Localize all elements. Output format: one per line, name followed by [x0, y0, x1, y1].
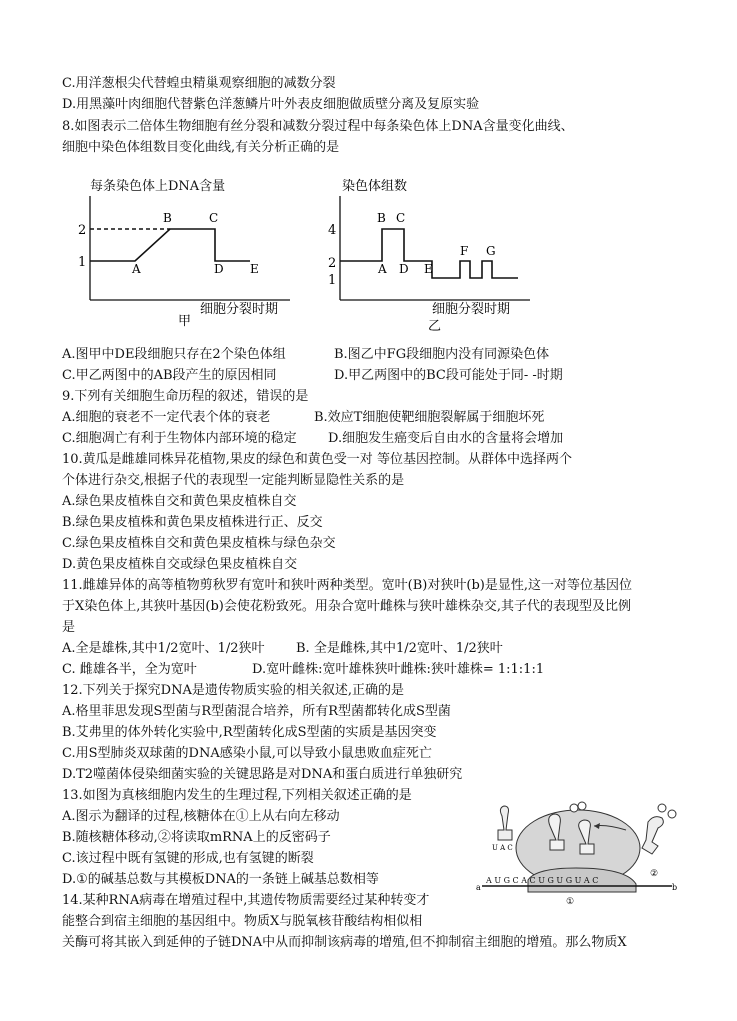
jia-xlabel: 细胞分裂时期: [200, 302, 279, 317]
jia-point-e: E: [250, 262, 259, 276]
amino-acid-chain-1: [668, 810, 676, 818]
q11-stem-line3: 是: [62, 620, 76, 635]
yi-ytick-2: 2: [328, 256, 337, 271]
translation-figure: [476, 800, 682, 912]
q12-option-a: A.格里菲思发现S型菌与R型菌混合培养，所有R型菌都转化成S型菌: [62, 704, 451, 719]
jia-point-a: A: [132, 262, 141, 276]
trna-left: [498, 806, 512, 840]
q8-stem-line2: 细胞中染色体组数目变化曲线,有关分析正确的是: [62, 140, 340, 155]
yi-point-b: B: [377, 211, 386, 225]
jia-ylabel: 每条染色体上DNA含量: [90, 179, 226, 194]
q11-option-c: C. 雌雄各半，全为宽叶: [62, 662, 197, 677]
label-b: b: [672, 883, 678, 892]
yi-ytick-4: 4: [328, 223, 337, 238]
yi-xlabel: 细胞分裂时期: [432, 302, 511, 317]
jia-curve: [90, 229, 250, 261]
q13-stem: 13.如图为真核细胞内发生的生理过程,下列相关叙述正确的是: [62, 788, 412, 803]
q14-stem-line3: 关酶可将其嵌入到延伸的子链DNA中从而抑制该病毒的增殖,但不抑制宿主细胞的增殖。那么物质X: [62, 935, 627, 950]
figure-yi-chart: [320, 170, 555, 335]
mrna-sequence: A U G C A C U G U G U A C: [486, 876, 599, 885]
q14-stem-line2: 能整合到宿主细胞的基因组中。物质X与脱氧核苷酸结构相似相: [62, 914, 423, 929]
q9-option-a: A.细胞的衰老不一定代表个体的衰老: [62, 410, 271, 425]
q11-option-a: A.全是雄株,其中1/2宽叶、1/2狭叶: [62, 641, 265, 656]
yi-point-f: F: [460, 244, 469, 258]
q13-option-d: D.①的碱基总数与其模板DNA的一条链上碱基总数相等: [62, 872, 379, 887]
jia-caption: 甲: [178, 314, 192, 329]
label-a: a: [476, 883, 481, 892]
q10-option-a: A.绿色果皮植株自交和黄色果皮植株自交: [62, 494, 297, 509]
q13-option-b: B.随核糖体移动,②将读取mRNA上的反密码子: [62, 830, 331, 845]
q10-option-c: C.绿色果皮植株自交和黄色果皮植株与绿色杂交: [62, 536, 336, 551]
q8-option-c: C.甲乙两图中的AB段产生的原因相同: [62, 368, 277, 383]
q8-option-a: A.图甲中DE段细胞只存在2个染色体组: [62, 347, 286, 362]
amino-acid-chain-3: [570, 804, 578, 812]
q11-option-d: D.宽叶雌株:宽叶雄株狭叶雌株:狭叶雄株= 1:1:1:1: [252, 662, 545, 677]
q11-stem-line2: 于X染色体上,其狭叶基因(b)会使花粉致死。用杂合宽叶雌株与狭叶雄株杂交,其子代的表现型及比例: [62, 599, 631, 614]
yi-caption: 乙: [428, 319, 442, 334]
q12-option-b: B.艾弗里的体外转化实验中,R型菌转化成S型菌的实质是基因突变: [62, 725, 437, 740]
q12-option-d: D.T2噬菌体侵染细菌实验的关键思路是对DNA和蛋白质进行单独研究: [62, 767, 463, 782]
q9-option-c: C.细胞凋亡有利于生物体内部环境的稳定: [62, 431, 297, 446]
option-c-line: C.用洋葱根尖代替蝗虫精巢观察细胞的减数分裂: [62, 76, 336, 91]
jia-point-d: D: [214, 262, 224, 276]
q14-stem-line1: 14.某种RNA病毒在增殖过程中,其遗传物质需要经过某种转变才: [62, 893, 430, 908]
q13-option-a: A.图示为翻译的过程,核糖体在①上从右向左移动: [62, 809, 340, 824]
yi-point-d: D: [399, 262, 409, 276]
jia-point-b: B: [163, 211, 172, 225]
trna-left-anticodon: U A C: [492, 844, 513, 852]
yi-point-e: E: [424, 262, 433, 276]
label-circle-1: ①: [566, 897, 575, 907]
q9-stem: 9.下列有关细胞生命历程的叙述，错误的是: [62, 389, 309, 404]
trna-right: [642, 817, 663, 854]
q10-option-d: D.黄色果皮植株自交或绿色果皮植株自交: [62, 557, 298, 572]
q10-stem-line2: 个体进行杂交,根据子代的表现型一定能判断显隐性关系的是: [62, 473, 405, 488]
q13-option-c: C.该过程中既有氢键的形成,也有氢键的断裂: [62, 851, 314, 866]
label-circle-2: ②: [650, 869, 659, 879]
figure-jia-chart: [70, 170, 315, 330]
jia-point-c: C: [209, 211, 219, 225]
yi-ylabel: 染色体组数: [342, 179, 408, 194]
q11-option-b: B. 全是雌株,其中1/2宽叶、1/2狭叶: [296, 641, 503, 656]
q11-stem-line1: 11.雌雄异体的高等植物剪秋罗有宽叶和狭叶两种类型。宽叶(B)对狭叶(b)是显性,这一对等位基因位: [62, 578, 632, 593]
yi-point-c: C: [396, 211, 406, 225]
q10-stem-line1: 10.黄瓜是雌雄同株异花植物,果皮的绿色和黄色受一对 等位基因控制。从群体中选择两个: [62, 452, 572, 467]
amino-acid-chain-4: [578, 802, 586, 810]
q8-option-d: D.甲乙两图中的BC段可能处于同- -时期: [334, 368, 563, 383]
yi-point-a: A: [378, 262, 387, 276]
jia-ytick-2: 2: [78, 223, 87, 238]
amino-acid-chain-2: [658, 804, 666, 812]
option-d-line: D.用黑藻叶肉细胞代替紫色洋葱鳞片叶外表皮细胞做质壁分离及复原实验: [62, 97, 480, 112]
q9-option-b: B.效应T细胞使靶细胞裂解属于细胞坏死: [314, 410, 545, 425]
q8-option-b: B.图乙中FG段细胞内没有同源染色体: [334, 347, 550, 362]
q9-option-d: D.细胞发生癌变后自由水的含量将会增加: [328, 431, 564, 446]
jia-ytick-1: 1: [78, 255, 87, 270]
q12-stem: 12.下列关于探究DNA是遗传物质实验的相关叙述,正确的是: [62, 683, 404, 698]
yi-point-g: G: [486, 244, 496, 258]
yi-ytick-1: 1: [328, 273, 337, 288]
q8-stem-line1: 8.如图表示二倍体生物细胞有丝分裂和减数分裂过程中每条染色体上DNA含量变化曲线、: [62, 119, 574, 134]
q12-option-c: C.用S型肺炎双球菌的DNA感染小鼠,可以导致小鼠患败血症死亡: [62, 746, 432, 761]
q10-option-b: B.绿色果皮植株和黄色果皮植株进行正、反交: [62, 515, 323, 530]
